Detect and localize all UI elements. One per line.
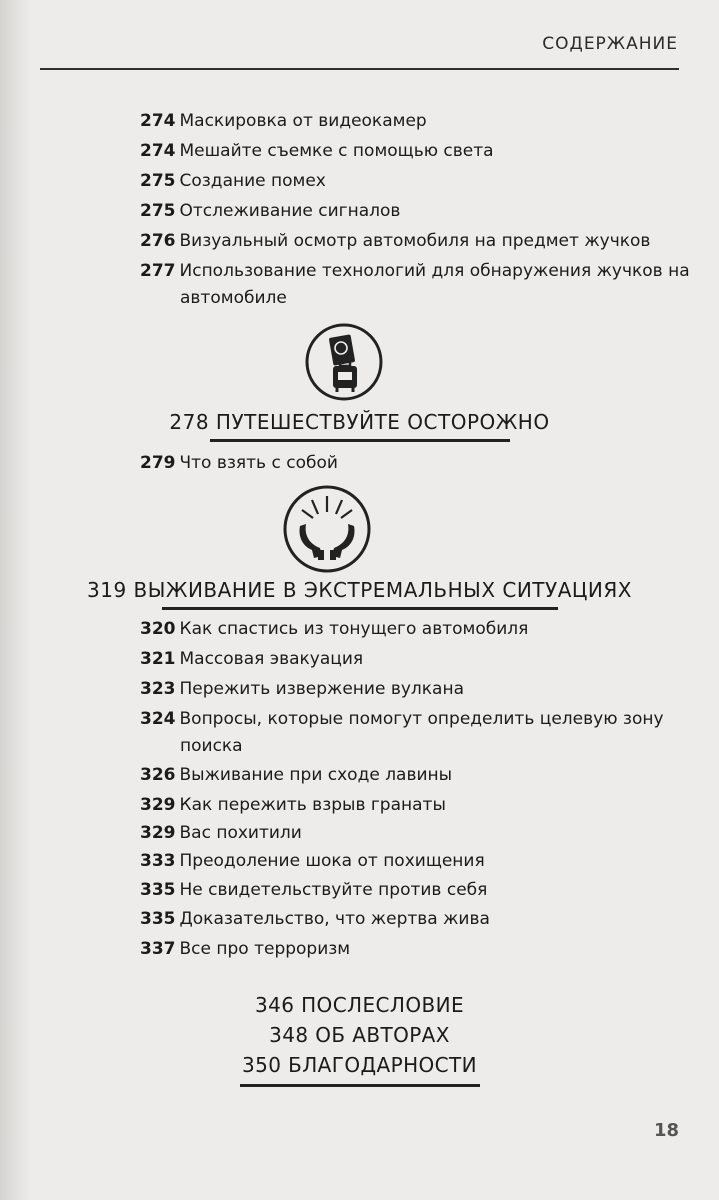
section-rule [210,439,510,442]
endmatter-block [0,990,719,1087]
section-rule [162,607,558,610]
running-header: СОДЕРЖАНИЕ [542,34,678,54]
toc-page-number: 277 [140,261,176,281]
toc-page-number: 275 [140,171,176,191]
toc-entry-title: Маскировка от видеокамер [179,111,427,131]
toc-entry [140,138,494,165]
toc-entry [140,762,452,789]
endmatter-rule [240,1084,480,1087]
toc-entry [140,676,464,703]
toc-page-number: 275 [140,201,176,221]
toc-entry-title: Все про терроризм [179,939,351,959]
toc-entry-title: Вас похитили [179,823,302,843]
hands-burst-icon [282,484,372,574]
toc-entry-title: Мешайте съемке с помощью света [179,141,494,161]
toc-entry-title: Что взять с собой [179,453,338,473]
toc-entry-title: Вопросы, которые помогут определить целевую зону [179,709,664,729]
header-rule [40,68,679,70]
toc-entry-title: Визуальный осмотр автомобиля на предмет жучков [179,231,651,251]
toc-entry [140,616,528,643]
toc-page-number: 337 [140,939,176,959]
passport-luggage-icon [304,322,384,402]
toc-entry-title: Преодоление шока от похищения [179,851,485,871]
toc-page-number: 324 [140,709,176,729]
toc-page-number: 329 [140,795,176,815]
toc-page-number: 335 [140,909,176,929]
section-title: 319 ВЫЖИВАНИЕ В ЭКСТРЕМАЛЬНЫХ СИТУАЦИЯХ [87,578,632,602]
toc-entry-title: Пережить извержение вулкана [179,679,465,699]
toc-entry [140,706,664,756]
toc-entry [140,258,690,308]
toc-page-number: 321 [140,649,176,669]
toc-page-number: 274 [140,111,176,131]
toc-entry-continuation: автомобиле [180,288,287,308]
toc-entry [140,792,446,819]
toc-entry [140,198,400,225]
toc-page-number: 279 [140,453,176,473]
toc-entry [140,228,650,255]
toc-entry [140,906,490,933]
toc-entry [140,877,487,904]
toc-page-number: 320 [140,619,176,639]
toc-entry-title: Создание помех [179,171,326,191]
toc-entry [140,108,427,135]
toc-entry [140,450,338,477]
toc-entry-title: Использование технологий для обнаружения жучков на [179,261,690,281]
endmatter-afterword: 346 ПОСЛЕСЛОВИЕ [254,993,465,1017]
toc-page-number: 333 [140,851,176,871]
toc-page-number: 323 [140,679,176,699]
page-number: 18 [653,1120,679,1141]
toc-entry-title: Выживание при сходе лавины [179,765,453,785]
toc-entry-continuation: поиска [180,736,243,756]
toc-entry [140,168,326,195]
section-heading-travel [0,410,719,442]
section-title: 278 ПУТЕШЕСТВУЙТЕ ОСТОРОЖНО [169,410,550,434]
toc-entry-title: Отслеживание сигналов [179,201,401,221]
toc-entry-title: Массовая эвакуация [179,649,364,669]
toc-page-number: 276 [140,231,176,251]
toc-entry [140,848,485,875]
toc-entry [140,936,350,963]
toc-page-number: 274 [140,141,176,161]
toc-page-number: 326 [140,765,176,785]
toc-page-number: 329 [140,823,176,843]
toc-entry-title: Как спастись из тонущего автомобиля [179,619,529,639]
toc-entry-title: Доказательство, что жертва жива [179,909,490,929]
toc-entry-title: Как пережить взрыв гранаты [179,795,446,815]
toc-entry [140,646,363,673]
toc-entry [140,820,302,847]
toc-page-number: 335 [140,880,176,900]
endmatter-about-authors: 348 ОБ АВТОРАХ [269,1023,450,1047]
section-heading-survival [0,578,719,610]
endmatter-acknowledgements: 350 БЛАГОДАРНОСТИ [241,1053,477,1077]
toc-entry-title: Не свидетельствуйте против себя [179,880,488,900]
